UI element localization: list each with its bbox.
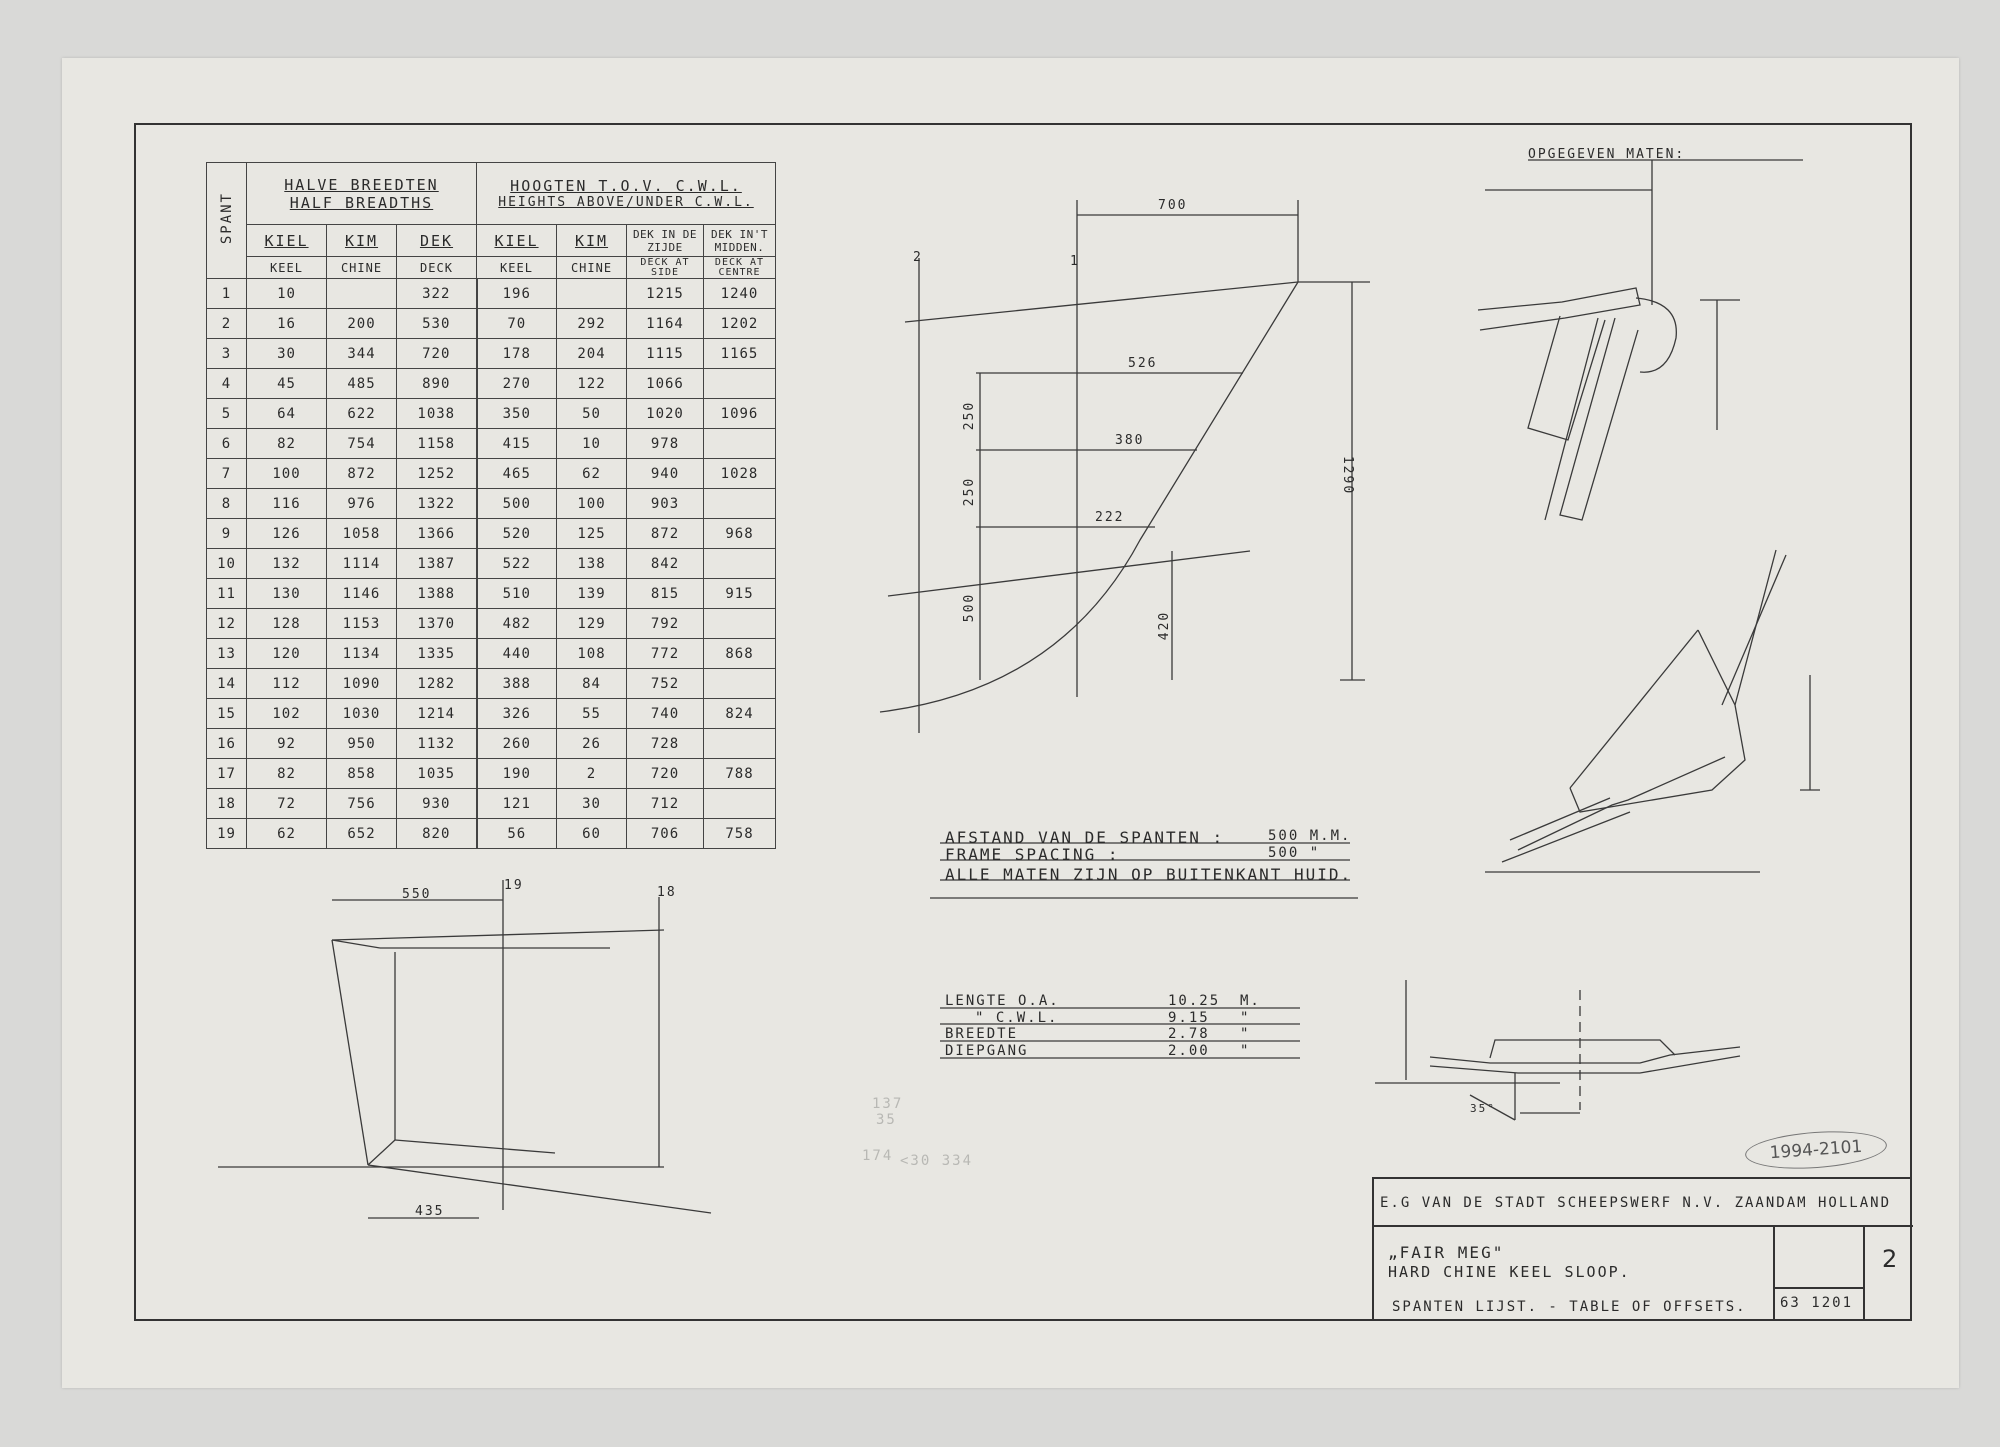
offset-cell: 868 (704, 639, 776, 669)
frame-spacing-nl-value: 500 M.M. (1268, 828, 1352, 844)
offset-cell: 978 (627, 429, 704, 459)
offset-cell: 1335 (397, 639, 477, 669)
faint-mark: 137 (872, 1096, 904, 1112)
offset-cell: 84 (557, 669, 627, 699)
station-number: 15 (207, 699, 247, 729)
offset-cell: 820 (397, 819, 477, 849)
offset-cell: 728 (627, 729, 704, 759)
offset-cell: 82 (247, 429, 327, 459)
dimension-label: BREEDTE (945, 1026, 1019, 1042)
offset-cell: 788 (704, 759, 776, 789)
offset-cell: 1058 (327, 519, 397, 549)
offset-cell: 190 (477, 759, 557, 789)
station-number: 17 (207, 759, 247, 789)
station-label-19: 19 (504, 878, 524, 893)
sheet-number: 2 (1882, 1245, 1900, 1273)
dimension-value: 2.78 (1168, 1026, 1210, 1042)
offset-cell: 1387 (397, 549, 477, 579)
offset-cell: 622 (327, 399, 397, 429)
dim-526: 526 (1128, 356, 1158, 371)
column-header: DEK IN DE ZIJDE (627, 225, 704, 257)
offset-cell: 128 (247, 609, 327, 639)
offset-cell: 1240 (704, 279, 776, 309)
offset-cell: 196 (477, 279, 557, 309)
offset-cell: 1028 (704, 459, 776, 489)
offset-cell: 1252 (397, 459, 477, 489)
offset-cell: 108 (557, 639, 627, 669)
frame-spacing-nl-label: AFSTAND VAN DE SPANTEN : (945, 828, 1225, 847)
offset-cell: 976 (327, 489, 397, 519)
offset-cell: 522 (477, 549, 557, 579)
offset-cell: 1165 (704, 339, 776, 369)
column-header: KIM (327, 225, 397, 257)
station-number: 18 (207, 789, 247, 819)
dimension-unit: " (1240, 1042, 1251, 1059)
offset-cell: 968 (704, 519, 776, 549)
angle-label: 35° (1470, 1102, 1496, 1115)
dimension-unit: M. (1240, 993, 1261, 1009)
station-number: 11 (207, 579, 247, 609)
offset-cell: 260 (477, 729, 557, 759)
dim-222: 222 (1095, 510, 1125, 525)
drawing-number: 63 1201 (1780, 1295, 1854, 1311)
offset-cell: 520 (477, 519, 557, 549)
offset-cell: 1035 (397, 759, 477, 789)
offset-cell: 129 (557, 609, 627, 639)
column-subheader: KEEL (477, 257, 557, 279)
offset-cell: 1282 (397, 669, 477, 699)
station-label-18: 18 (657, 885, 677, 900)
dimension-label: LENGTE O.A. (945, 993, 1060, 1009)
column-subheader: CHINE (557, 257, 627, 279)
offset-cell: 858 (327, 759, 397, 789)
offset-cell: 1132 (397, 729, 477, 759)
measurements-note: ALLE MATEN ZIJN OP BUITENKANT HUID. (945, 865, 1353, 884)
offset-cell: 50 (557, 399, 627, 429)
column-header: DEK IN'T MIDDEN. (704, 225, 776, 257)
column-header: DEK (397, 225, 477, 257)
dim-500: 500 (962, 592, 978, 623)
offset-cell: 465 (477, 459, 557, 489)
offset-cell: 2 (557, 759, 627, 789)
offset-cell: 26 (557, 729, 627, 759)
column-header: KIEL (247, 225, 327, 257)
stern-section-drawing (218, 880, 711, 1218)
offset-cell: 720 (397, 339, 477, 369)
column-subheader: CHINE (327, 257, 397, 279)
dim-380: 380 (1115, 433, 1145, 448)
offset-cell: 45 (247, 369, 327, 399)
station-label-2: 2 (913, 250, 923, 265)
offset-cell: 482 (477, 609, 557, 639)
dim-435: 435 (415, 1204, 445, 1219)
vessel-name: „FAIR MEG" (1388, 1243, 1505, 1262)
column-subheader: DECK AT SIDE (627, 257, 704, 279)
column-header: KIEL (477, 225, 557, 257)
offset-cell: 92 (247, 729, 327, 759)
offset-cell: 100 (557, 489, 627, 519)
offset-cell: 132 (247, 549, 327, 579)
dimension-label: " C.W.L. (975, 1009, 1059, 1026)
spant-header: SPANT (207, 163, 247, 279)
offset-cell: 1134 (327, 639, 397, 669)
station-number: 14 (207, 669, 247, 699)
offset-cell: 1322 (397, 489, 477, 519)
offset-cell: 178 (477, 339, 557, 369)
offset-cell: 112 (247, 669, 327, 699)
column-subheader: KEEL (247, 257, 327, 279)
offset-cell: 915 (704, 579, 776, 609)
offset-cell: 344 (327, 339, 397, 369)
offset-cell: 16 (247, 309, 327, 339)
offset-cell: 1020 (627, 399, 704, 429)
offset-cell: 1158 (397, 429, 477, 459)
offset-cell: 758 (704, 819, 776, 849)
offset-cell: 116 (247, 489, 327, 519)
offset-cell: 292 (557, 309, 627, 339)
dimension-label: DIEPGANG (945, 1042, 1029, 1059)
offset-cell: 824 (704, 699, 776, 729)
offset-cell: 772 (627, 639, 704, 669)
offset-cell: 756 (327, 789, 397, 819)
column-subheader: DECK (397, 257, 477, 279)
offset-cell: 56 (477, 819, 557, 849)
frame-spacing-en-label: FRAME SPACING : (945, 845, 1120, 864)
offset-cell: 1115 (627, 339, 704, 369)
offset-cell: 322 (397, 279, 477, 309)
offset-cell: 120 (247, 639, 327, 669)
offset-cell: 102 (247, 699, 327, 729)
offset-cell: 55 (557, 699, 627, 729)
offset-cell: 1090 (327, 669, 397, 699)
station-label-1: 1 (1070, 254, 1080, 269)
offset-cell: 1030 (327, 699, 397, 729)
station-number: 16 (207, 729, 247, 759)
faint-mark: 174 (862, 1148, 894, 1164)
offset-cell: 815 (627, 579, 704, 609)
offset-cell: 1066 (627, 369, 704, 399)
offset-cell: 326 (477, 699, 557, 729)
dimension-unit: " (1240, 1009, 1251, 1026)
offset-cell: 72 (247, 789, 327, 819)
offset-cell: 126 (247, 519, 327, 549)
half-breadths-header: HALVE BREEDTEN HALF BREADTHS (247, 163, 477, 225)
offset-cell: 930 (397, 789, 477, 819)
station-number: 7 (207, 459, 247, 489)
dim-700: 700 (1158, 198, 1188, 213)
offset-cell: 121 (477, 789, 557, 819)
offset-cell: 706 (627, 819, 704, 849)
offset-cell: 712 (627, 789, 704, 819)
offset-cell: 440 (477, 639, 557, 669)
sheet-title: SPANTEN LIJST. - TABLE OF OFFSETS. (1392, 1299, 1747, 1315)
dim-420: 420 (1157, 610, 1173, 641)
faint-mark: 35 (876, 1112, 897, 1128)
offset-cell: 200 (327, 309, 397, 339)
offset-cell: 792 (627, 609, 704, 639)
station-number: 10 (207, 549, 247, 579)
column-subheader: DECK AT CENTRE (704, 257, 776, 279)
heights-header: HOOGTEN T.O.V. C.W.L. HEIGHTS ABOVE/UNDER C.W.L. (477, 163, 776, 225)
dim-250-a: 250 (962, 400, 978, 431)
offset-cell: 720 (627, 759, 704, 789)
offset-cell: 138 (557, 549, 627, 579)
offset-cell: 1202 (704, 309, 776, 339)
dimension-value: 10.25 (1168, 993, 1221, 1009)
details-heading: OPGEGEVEN MATEN: (1528, 147, 1686, 162)
station-number: 12 (207, 609, 247, 639)
offset-cell: 510 (477, 579, 557, 609)
dimension-value: 9.15 (1168, 1009, 1210, 1026)
offset-cell: 903 (627, 489, 704, 519)
offset-cell: 130 (247, 579, 327, 609)
offset-cell: 270 (477, 369, 557, 399)
station-number: 19 (207, 819, 247, 849)
offset-cell: 1215 (627, 279, 704, 309)
offset-cell: 1214 (397, 699, 477, 729)
offset-cell: 1164 (627, 309, 704, 339)
title-block (1372, 1177, 1911, 1319)
bow-section-drawing (880, 200, 1370, 733)
offset-cell: 1114 (327, 549, 397, 579)
offset-cell: 842 (627, 549, 704, 579)
station-number: 1 (207, 279, 247, 309)
column-header: KIM (557, 225, 627, 257)
keel-chine-detail (1485, 550, 1820, 872)
offset-cell: 500 (477, 489, 557, 519)
offset-cell: 70 (477, 309, 557, 339)
deck-corner-detail (1478, 160, 1740, 520)
station-number: 5 (207, 399, 247, 429)
offset-cell: 652 (327, 819, 397, 849)
offset-cell: 872 (327, 459, 397, 489)
offset-cell: 62 (557, 459, 627, 489)
station-number: 2 (207, 309, 247, 339)
frame-spacing-en-value: 500 " (1268, 845, 1321, 861)
station-number: 13 (207, 639, 247, 669)
station-number: 6 (207, 429, 247, 459)
offset-cell: 139 (557, 579, 627, 609)
offset-cell: 125 (557, 519, 627, 549)
dimension-unit: " (1240, 1026, 1251, 1042)
offset-cell: 752 (627, 669, 704, 699)
offset-cell: 740 (627, 699, 704, 729)
offset-cell: 62 (247, 819, 327, 849)
offset-cell: 530 (397, 309, 477, 339)
faint-mark: <30 334 (900, 1153, 974, 1169)
offset-cell: 890 (397, 369, 477, 399)
vessel-type: HARD CHINE KEEL SLOOP. (1388, 1263, 1631, 1281)
offset-cell: 64 (247, 399, 327, 429)
offset-cell: 204 (557, 339, 627, 369)
offset-cell: 415 (477, 429, 557, 459)
keel-foot-detail (1375, 980, 1740, 1120)
offset-cell: 872 (627, 519, 704, 549)
company-name: E.G VAN DE STADT SCHEEPSWERF N.V. ZAANDAM HOLLAND (1380, 1195, 1892, 1211)
offset-cell: 30 (247, 339, 327, 369)
note-underlines (930, 160, 1803, 1058)
archive-number: 1994-2101 (1744, 1127, 1888, 1173)
offset-cell: 1366 (397, 519, 477, 549)
dim-1290: 1290 (1340, 455, 1356, 496)
dim-250-b: 250 (962, 476, 978, 507)
offset-cell: 100 (247, 459, 327, 489)
offset-cell: 940 (627, 459, 704, 489)
offset-cell: 1370 (397, 609, 477, 639)
offset-cell: 1153 (327, 609, 397, 639)
dimension-value: 2.00 (1168, 1042, 1210, 1059)
offset-cell: 1146 (327, 579, 397, 609)
offset-cell: 122 (557, 369, 627, 399)
station-number: 3 (207, 339, 247, 369)
offset-cell: 754 (327, 429, 397, 459)
offset-cell: 10 (557, 429, 627, 459)
offset-cell: 60 (557, 819, 627, 849)
offset-cell: 388 (477, 669, 557, 699)
offset-cell: 30 (557, 789, 627, 819)
offset-cell: 1388 (397, 579, 477, 609)
station-number: 9 (207, 519, 247, 549)
offset-cell: 485 (327, 369, 397, 399)
offset-cell: 10 (247, 279, 327, 309)
offset-cell: 1096 (704, 399, 776, 429)
offset-cell: 1038 (397, 399, 477, 429)
offset-cell: 950 (327, 729, 397, 759)
station-number: 8 (207, 489, 247, 519)
offset-cell: 82 (247, 759, 327, 789)
station-number: 4 (207, 369, 247, 399)
offset-cell: 350 (477, 399, 557, 429)
dim-550: 550 (402, 887, 432, 902)
